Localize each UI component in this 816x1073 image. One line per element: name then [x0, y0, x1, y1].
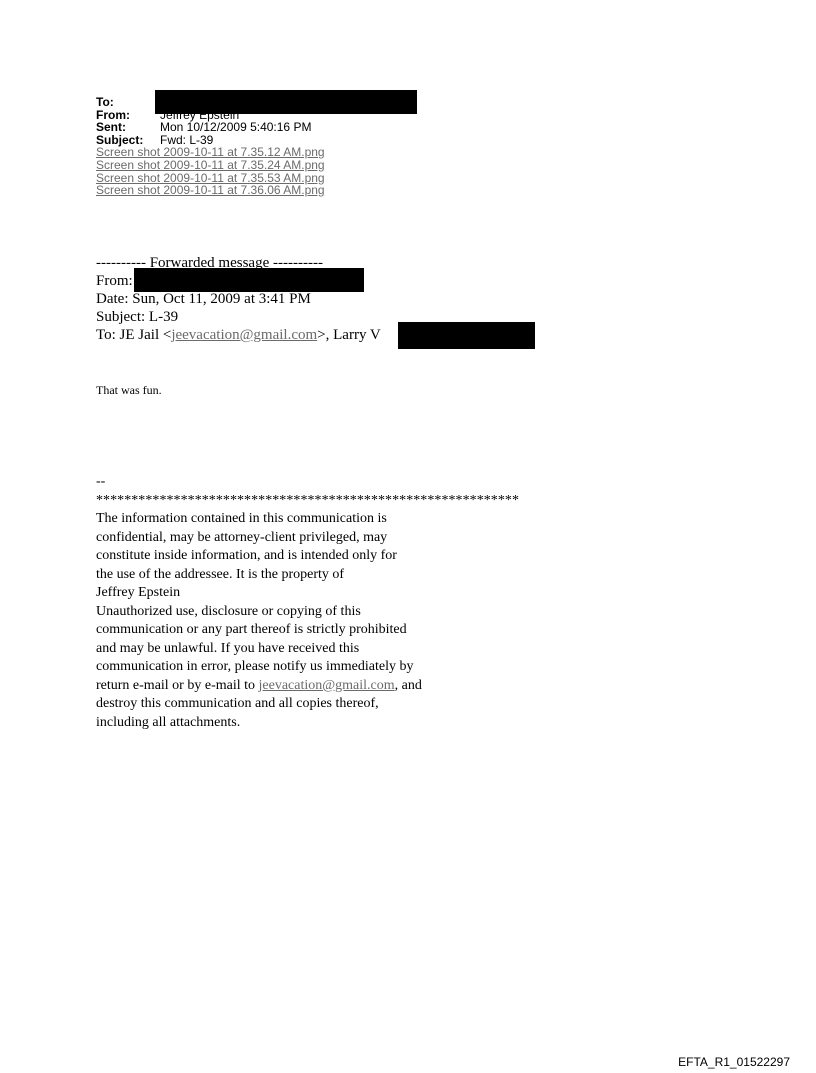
disclaimer-line: confidential, may be attorney-client privileged, may [96, 529, 388, 545]
attachment-link[interactable]: Screen shot 2009-10-11 at 7.35.12 AM.png [96, 145, 325, 160]
forwarded-message [96, 254, 381, 344]
return-prefix: return e-mail or by e-mail to [96, 677, 259, 693]
sent-value: Mon 10/12/2009 5:40:16 PM [160, 120, 312, 135]
disclaimer-line: communication or any part thereof is strictly prohibited [96, 622, 407, 637]
forwarded-to-suffix: >, Larry V [317, 327, 381, 343]
disclaimer-line: Unauthorized use, disclosure or copying of this [96, 603, 361, 619]
subject-value: Fwd: L-39 [160, 132, 214, 147]
forwarded-to-email-link[interactable]: jeevacation@gmail.com [171, 327, 318, 343]
return-email-link[interactable]: jeevacation@gmail.com [258, 677, 395, 693]
message-body: That was fun. [96, 383, 162, 397]
signature-dashes: -- [96, 474, 106, 489]
disclaimer-line: the use of the addressee. It is the property of [96, 566, 345, 582]
to-label: To: [96, 95, 114, 109]
forwarded-subject: Subject: L-39 [96, 309, 179, 325]
forwarded-separator: ---------- Forwarded message ---------- [96, 255, 323, 271]
sent-label: Sent: [96, 120, 126, 135]
disclaimer-line: communication in error, please notify us immediately by [96, 659, 414, 674]
disclaimer-line: The information contained in this communication is [96, 511, 387, 526]
from-value: Jeffrey Epstein [160, 107, 240, 122]
attachment-list [96, 146, 325, 196]
return-suffix: , and [394, 677, 422, 693]
disclaimer-line: constitute inside information, and is intended only for [96, 548, 397, 563]
disclaimer-return-line [96, 677, 519, 696]
disclaimer-line: and may be unlawful. If you have received this [96, 640, 360, 656]
subject-label: Subject: [96, 132, 144, 147]
attachment-link[interactable]: Screen shot 2009-10-11 at 7.36.06 AM.png [96, 183, 325, 198]
disclaimer-line: destroy this communication and all copies thereof, [96, 696, 379, 711]
signature-disclaimer [96, 473, 519, 732]
redaction-larry [398, 322, 535, 349]
disclaimer-line: Jeffrey Epstein [96, 585, 181, 600]
email-header [96, 96, 325, 197]
from-label: From: [96, 107, 130, 122]
forwarded-date: Date: Sun, Oct 11, 2009 at 3:41 PM [96, 291, 311, 307]
forwarded-to [96, 326, 381, 344]
forwarded-to-prefix: To: JE Jail < [96, 327, 172, 343]
signature-stars: ************************************************************ [96, 492, 519, 508]
forwarded-from: From: [96, 273, 133, 289]
attachment-link[interactable]: Screen shot 2009-10-11 at 7.35.24 AM.png [96, 157, 325, 172]
disclaimer-line: including all attachments. [96, 714, 241, 730]
attachment-link[interactable]: Screen shot 2009-10-11 at 7.35.53 AM.png [96, 170, 325, 185]
document-id: EFTA_R1_01522297 [678, 1055, 790, 1069]
